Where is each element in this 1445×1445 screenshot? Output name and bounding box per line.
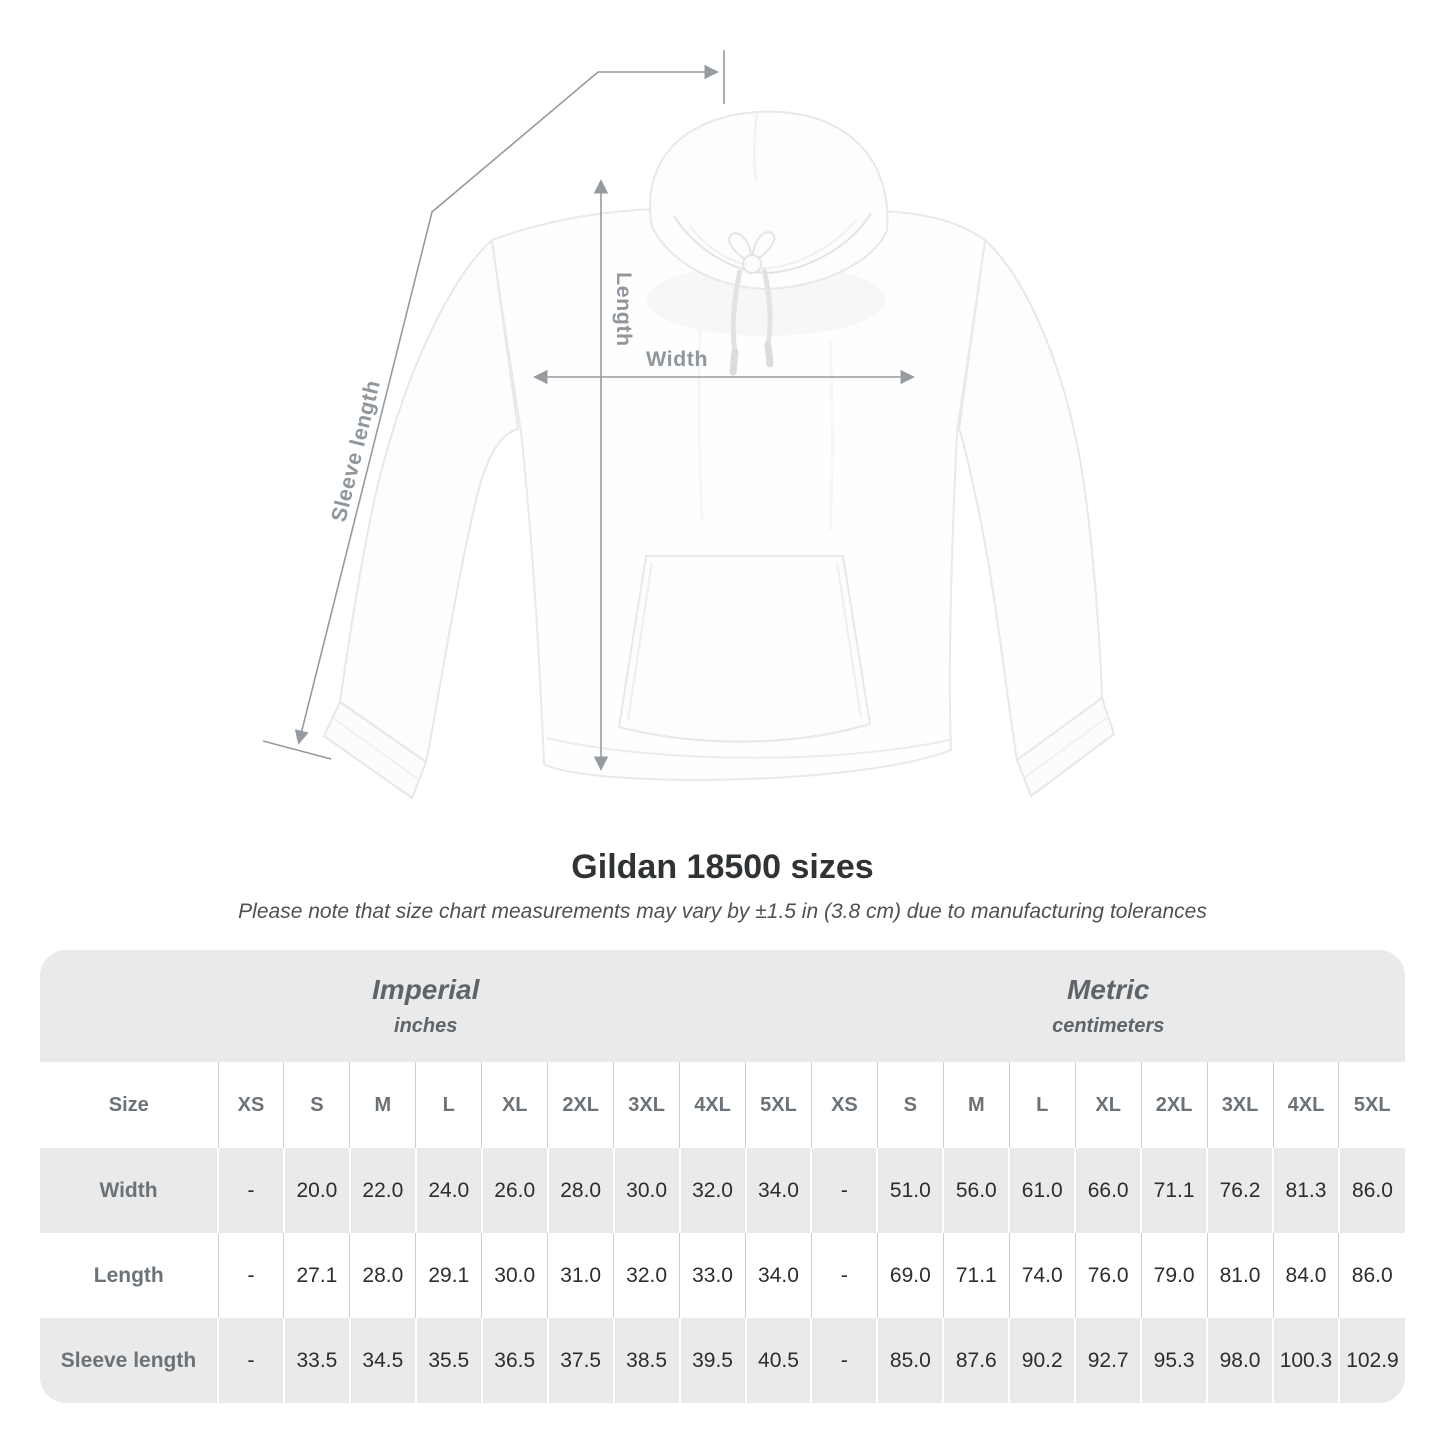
unit-band-row xyxy=(40,950,1405,1062)
metric-title: Metric xyxy=(1066,974,1150,1005)
measurement-value: 38.5 xyxy=(614,1318,680,1403)
measurement-value: 32.0 xyxy=(614,1233,680,1318)
measurement-value: 32.0 xyxy=(680,1148,746,1233)
size-column-header: M xyxy=(350,1062,416,1148)
size-column-header: 2XL xyxy=(1141,1062,1207,1148)
measurement-value: 56.0 xyxy=(943,1148,1009,1233)
measurement-value: 90.2 xyxy=(1009,1318,1075,1403)
measurement-value: 34.5 xyxy=(350,1318,416,1403)
measurement-value: 36.5 xyxy=(482,1318,548,1403)
measurement-value: 95.3 xyxy=(1141,1318,1207,1403)
measurement-value: 86.0 xyxy=(1339,1148,1405,1233)
measurement-row xyxy=(40,1318,1405,1403)
hoodie-illustration xyxy=(324,112,1114,798)
measurement-value: 28.0 xyxy=(350,1233,416,1318)
size-column-header: S xyxy=(284,1062,350,1148)
measurement-row xyxy=(40,1233,1405,1318)
measurement-value: - xyxy=(811,1318,877,1403)
size-column-header: 4XL xyxy=(680,1062,746,1148)
metric-unit: centimeters xyxy=(1052,1015,1165,1037)
measurement-value: 22.0 xyxy=(350,1148,416,1233)
measurement-value: 34.0 xyxy=(746,1148,812,1233)
right-sleeve xyxy=(959,240,1102,760)
kangaroo-pocket xyxy=(619,556,870,742)
measurement-value: 79.0 xyxy=(1141,1233,1207,1318)
measurement-value: 102.9 xyxy=(1339,1318,1405,1403)
size-header-row xyxy=(40,1062,1405,1148)
row-label: Sleeve length xyxy=(40,1318,218,1403)
measurement-value: 100.3 xyxy=(1273,1318,1339,1403)
measurement-value: 26.0 xyxy=(482,1148,548,1233)
measurement-value: 85.0 xyxy=(877,1318,943,1403)
measurement-value: 71.1 xyxy=(943,1233,1009,1318)
measurement-value: 81.0 xyxy=(1207,1233,1273,1318)
row-label: Width xyxy=(40,1148,218,1233)
size-column-header: 2XL xyxy=(548,1062,614,1148)
measurement-value: 30.0 xyxy=(482,1233,548,1318)
measurement-value: 84.0 xyxy=(1273,1233,1339,1318)
measurement-value: 76.0 xyxy=(1075,1233,1141,1318)
measurement-value: 29.1 xyxy=(416,1233,482,1318)
size-column-header: S xyxy=(877,1062,943,1148)
measurement-value: - xyxy=(811,1148,877,1233)
size-column-header: XL xyxy=(1075,1062,1141,1148)
size-header-label: Size xyxy=(40,1062,218,1148)
measurement-value: 37.5 xyxy=(548,1318,614,1403)
size-column-header: 3XL xyxy=(614,1062,680,1148)
size-column-header: XS xyxy=(218,1062,284,1148)
size-column-header: 3XL xyxy=(1207,1062,1273,1148)
size-column-header: L xyxy=(1009,1062,1075,1148)
hood xyxy=(650,112,887,289)
measurement-value: 28.0 xyxy=(548,1148,614,1233)
measurement-value: - xyxy=(811,1233,877,1318)
measurement-value: 69.0 xyxy=(877,1233,943,1318)
measurement-value: - xyxy=(218,1318,284,1403)
size-column-header: XS xyxy=(811,1062,877,1148)
sleeve-length-label: Sleeve length xyxy=(326,377,385,525)
measurement-value: 31.0 xyxy=(548,1233,614,1318)
size-table-grid xyxy=(40,950,1405,1403)
size-column-header: M xyxy=(943,1062,1009,1148)
measurement-value: 35.5 xyxy=(416,1318,482,1403)
size-column-header: XL xyxy=(482,1062,548,1148)
measurement-value: 81.3 xyxy=(1273,1148,1339,1233)
measurement-row xyxy=(40,1148,1405,1233)
imperial-band xyxy=(40,950,811,1062)
row-label: Length xyxy=(40,1233,218,1318)
measurement-value: 66.0 xyxy=(1075,1148,1141,1233)
tolerance-note: Please note that size chart measurements may vary by ±1.5 in (3.8 cm) due to manufacturing tolerances xyxy=(238,900,1207,923)
width-label: Width xyxy=(646,347,709,371)
measurement-value: 74.0 xyxy=(1009,1233,1075,1318)
measurement-value: 76.2 xyxy=(1207,1148,1273,1233)
measurement-value: - xyxy=(218,1148,284,1233)
measurement-value: 34.0 xyxy=(746,1233,812,1318)
measurement-value: 98.0 xyxy=(1207,1318,1273,1403)
measurement-value: 61.0 xyxy=(1009,1148,1075,1233)
measurement-value: - xyxy=(218,1233,284,1318)
imperial-unit: inches xyxy=(394,1015,458,1037)
size-column-header: 5XL xyxy=(1339,1062,1405,1148)
size-column-header: 4XL xyxy=(1273,1062,1339,1148)
measurement-value: 71.1 xyxy=(1141,1148,1207,1233)
page-title: Gildan 18500 sizes xyxy=(571,848,874,886)
size-table xyxy=(40,950,1405,1403)
metric-band xyxy=(811,950,1405,1062)
measurement-value: 92.7 xyxy=(1075,1318,1141,1403)
measurement-value: 51.0 xyxy=(877,1148,943,1233)
size-column-header: L xyxy=(416,1062,482,1148)
measurement-value: 86.0 xyxy=(1339,1233,1405,1318)
measurement-value: 87.6 xyxy=(943,1318,1009,1403)
measurement-value: 24.0 xyxy=(416,1148,482,1233)
measurement-value: 30.0 xyxy=(614,1148,680,1233)
cuff-tick xyxy=(263,741,331,759)
measurement-value: 20.0 xyxy=(284,1148,350,1233)
measurement-value: 40.5 xyxy=(746,1318,812,1403)
size-column-header: 5XL xyxy=(746,1062,812,1148)
left-sleeve xyxy=(340,240,518,762)
measurement-value: 27.1 xyxy=(284,1233,350,1318)
measurement-value: 39.5 xyxy=(680,1318,746,1403)
measurement-value: 33.0 xyxy=(680,1233,746,1318)
imperial-title: Imperial xyxy=(372,974,480,1005)
measurement-value: 33.5 xyxy=(284,1318,350,1403)
length-label: Length xyxy=(612,272,636,347)
